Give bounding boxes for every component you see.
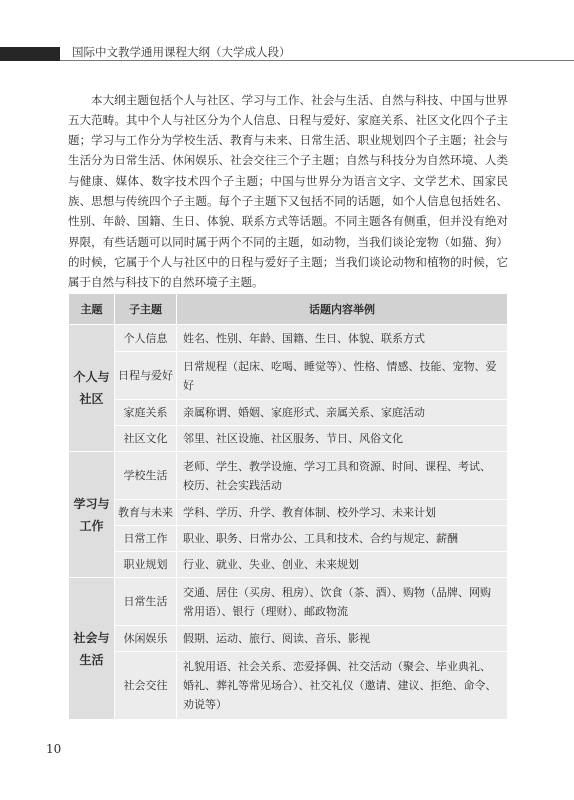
subtheme-cell: 学校生活 <box>115 452 177 500</box>
topics-table <box>68 293 508 720</box>
subtheme-cell: 休闲娱乐 <box>115 626 177 652</box>
header-bar <box>0 47 60 61</box>
header-theme: 主题 <box>69 294 115 325</box>
subtheme-cell: 教育与未来 <box>115 500 177 526</box>
theme-cell: 社会与生活 <box>69 578 115 720</box>
topics-cell: 学科、学历、升学、教育体制、校外学习、未来计划 <box>177 500 508 526</box>
table-row <box>69 552 508 578</box>
header-topics: 话题内容举例 <box>177 294 508 325</box>
topics-cell: 交通、居住（买房、租房）、饮食（茶、酒）、购物（品牌、网购常用语）、银行（理财）、邮政物流 <box>177 578 508 626</box>
table-row <box>69 578 508 626</box>
subtheme-cell: 日程与爱好 <box>115 352 177 400</box>
topics-cell: 职业、职务、日常办公、工具和技术、合约与规定、薪酬 <box>177 526 508 552</box>
subtheme-cell: 社区文化 <box>115 426 177 452</box>
topics-cell: 礼貌用语、社会关系、恋爱择偶、社交活动（聚会、毕业典礼、婚礼、葬礼等常见场合）、社交礼仪（邀请、建议、拒绝、命令、劝说等） <box>177 652 508 720</box>
topics-cell: 行业、就业、失业、创业、未来规划 <box>177 552 508 578</box>
table-row <box>69 325 508 352</box>
table-row <box>69 526 508 552</box>
subtheme-cell: 职业规划 <box>115 552 177 578</box>
table-row <box>69 352 508 400</box>
subtheme-cell: 家庭关系 <box>115 400 177 426</box>
topics-cell: 日常规程（起床、吃喝、睡觉等）、性格、情感、技能、宠物、爱好 <box>177 352 508 400</box>
table-row <box>69 400 508 426</box>
subtheme-cell: 社会交往 <box>115 652 177 720</box>
table-row <box>69 652 508 720</box>
running-header-title: 国际中文教学通用课程大纲（大学成人段） <box>72 45 291 59</box>
running-header <box>0 42 574 62</box>
topics-cell: 亲属称谓、婚姻、家庭形式、亲属关系、家庭活动 <box>177 400 508 426</box>
header-subtheme: 子主题 <box>115 294 177 325</box>
topics-cell: 假期、运动、旅行、阅读、音乐、影视 <box>177 626 508 652</box>
table-row <box>69 426 508 452</box>
theme-cell: 学习与工作 <box>69 452 115 578</box>
theme-cell: 个人与社区 <box>69 325 115 452</box>
subtheme-cell: 日常工作 <box>115 526 177 552</box>
intro-paragraph: 本大纲主题包括个人与社区、学习与工作、社会与生活、自然与科技、中国与世界五大范畴。其中个人与社区分为个人信息、日程与爱好、家庭关系、社区文化四个子主题；学习与工作分为学校生活、教育与未来、日常生活、职业规划四个子主题；社会与生活分为日常生活、休闲娱乐、社会交往三个子主题；自然与科技分为自然环境、人类与健康、媒体、数字技术四个子主题；中国与世界分为语言文字、文学艺术、国家民族、思想与传统四个子主题。每个子主题下又包括不同的话题，如个人信息包括姓名、性别、年龄、国籍、生日、体貌、联系方式等话题。不同主题各有侧重，但并没有绝对界限，有些话题可以同时属于两个不同的主题，如动物，当我们谈论宠物（如猫、狗）的时候，它属于个人与社区中的日程与爱好子主题；当我们谈论动物和植物的时候，它属于自然与科技下的自然环境子主题。 <box>68 92 508 290</box>
table-row <box>69 452 508 500</box>
table-row <box>69 500 508 526</box>
table-row <box>69 626 508 652</box>
topics-cell: 邻里、社区设施、社区服务、节日、风俗文化 <box>177 426 508 452</box>
topics-cell: 老师、学生、教学设施、学习工具和资源、时间、课程、考试、校历、社会实践活动 <box>177 452 508 500</box>
subtheme-cell: 日常生活 <box>115 578 177 626</box>
subtheme-cell: 个人信息 <box>115 325 177 352</box>
table-header-row <box>69 294 508 325</box>
page-number: 10 <box>46 742 62 756</box>
topics-cell: 姓名、性别、年龄、国籍、生日、体貌、联系方式 <box>177 325 508 352</box>
header-rule <box>60 60 574 61</box>
